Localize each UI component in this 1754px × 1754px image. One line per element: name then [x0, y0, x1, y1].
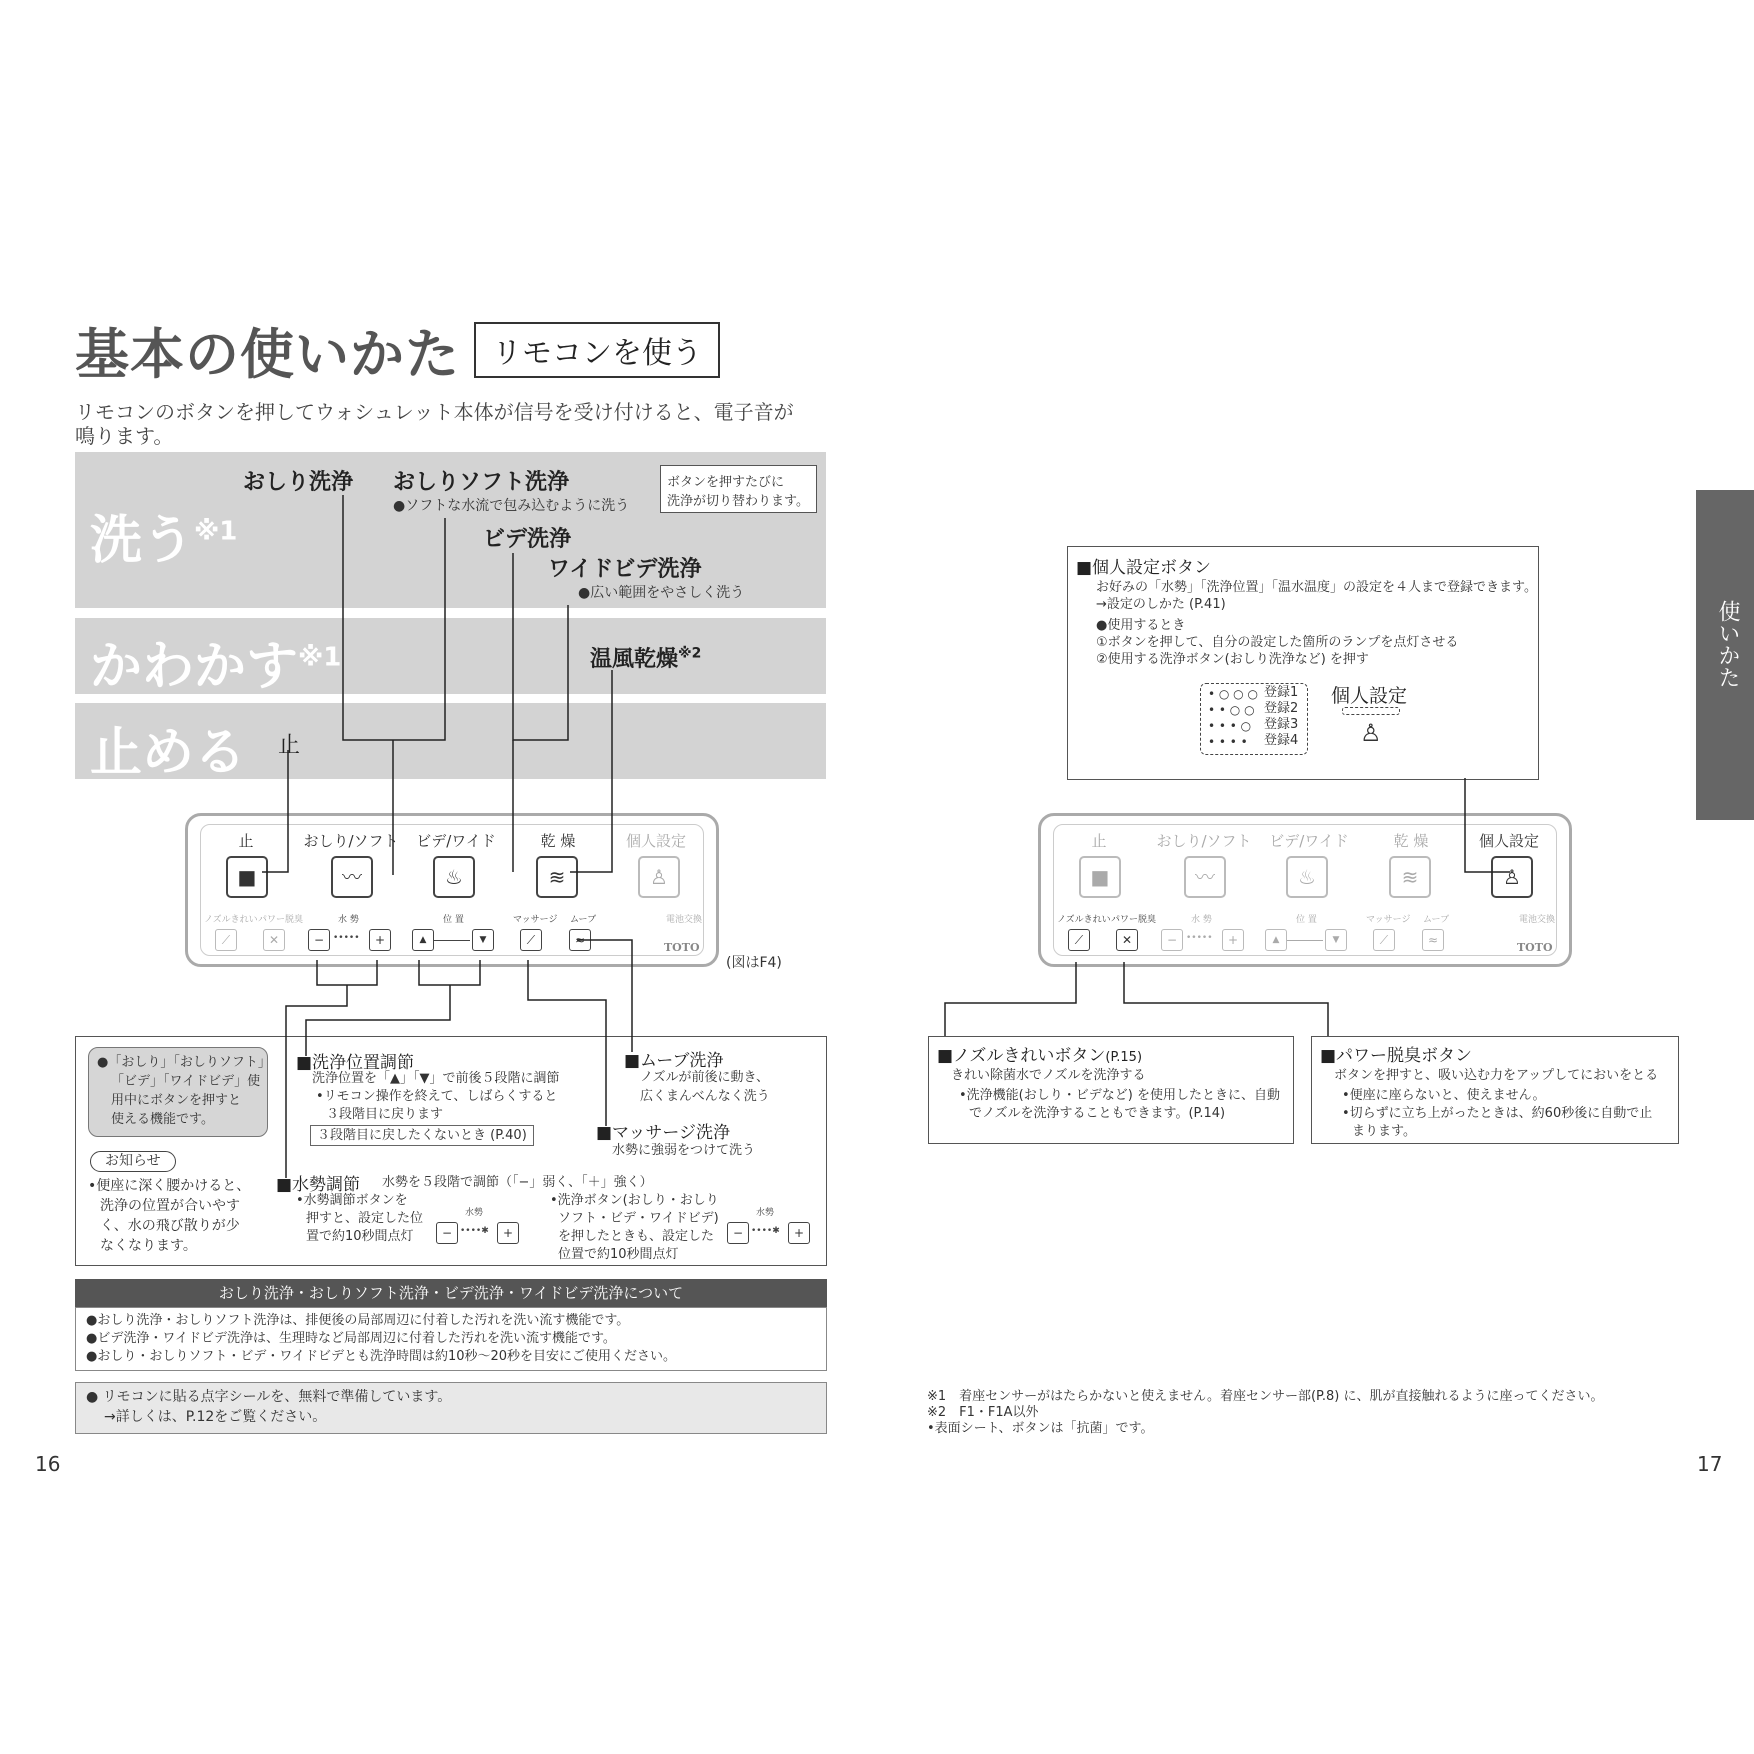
pressure-b-line-1: •洗浄ボタン(おしり・おしり [550, 1193, 719, 1208]
mini-plus-b: + [788, 1222, 810, 1244]
r-nozzle-clean-label: ノズルきれい [1057, 915, 1111, 925]
nozzle-line-2: •洗浄機能(おしり・ビデなど) を使用したときに、自動 [959, 1088, 1280, 1103]
side-tab-label: 使いかた [1715, 600, 1740, 688]
power-line-4: まります。 [1352, 1124, 1416, 1139]
reg-label-1: 登録1 [1264, 685, 1299, 700]
r-power-deodor-button[interactable]: ✕ [1116, 929, 1138, 951]
pressure-a-line-2: 押すと、設定した位 [306, 1211, 424, 1226]
stop-button[interactable]: ■ [226, 856, 268, 898]
remote-stop-label: 止 [238, 832, 254, 850]
line-stop [262, 750, 288, 872]
r-pressure-dots: ••••• [1186, 933, 1213, 943]
pressure-b-line-4: 位置で約10秒間点灯 [558, 1247, 679, 1262]
reg-dots-2: • • ○ ○ [1208, 703, 1255, 717]
wash-text: 洗う [90, 511, 195, 571]
line-power [1124, 962, 1328, 1036]
footnote-3: •表面シート、ボタンは「抗菌」です。 [927, 1421, 1154, 1436]
reg-dots-3: • • • ○ [1208, 719, 1252, 733]
remote-oshiri-label: おしり/ソフト [303, 832, 399, 850]
bidet-label: ビデ洗浄 [483, 527, 572, 552]
info-tag: お知らせ [90, 1151, 176, 1172]
dry-text: かわかす [90, 637, 299, 697]
r-oshiri-button[interactable]: 〰 [1184, 856, 1226, 898]
line-pressure-bracket [317, 960, 377, 985]
massage-button[interactable]: ⟋ [520, 929, 542, 951]
toggle-note-1: ボタンを押すたびに [667, 475, 785, 490]
move-button[interactable]: ≈ [569, 929, 591, 951]
massage-head: ■マッサージ洗浄 [596, 1123, 731, 1143]
remote-r-stop-label: 止 [1091, 832, 1107, 850]
reg-dots-1: • ○ ○ ○ [1208, 687, 1258, 701]
about-line-2: ●ビデ洗浄・ワイドビデ洗浄は、生理時など局部周辺に付着した汚れを洗い流す機能です。 [86, 1331, 616, 1346]
stop-func-label: 止 [278, 733, 301, 758]
remote-r-oshiri-label: おしり/ソフト [1156, 832, 1252, 850]
person-icon: ♙ [1360, 719, 1382, 747]
r-pressure-minus-button[interactable]: − [1161, 929, 1183, 951]
nozzle-line-3: でノズルを洗浄することもできます。(P.14) [969, 1106, 1226, 1121]
r-dry-button[interactable]: ≋ [1389, 856, 1431, 898]
nozzle-head-ref: (P.15) [1105, 1050, 1143, 1065]
r-position-up-button[interactable]: ▲ [1265, 929, 1287, 951]
position-down-button[interactable]: ▼ [472, 929, 494, 951]
line-massage [528, 960, 606, 1126]
line-move [577, 940, 632, 1052]
personal-mini-label: 個人設定 [1331, 685, 1408, 707]
toggle-note-2: 洗浄が切り替わります。 [667, 494, 809, 509]
personal-head: ■個人設定ボタン [1076, 558, 1212, 578]
position-adjust-line-2: •リモコン操作を終えて、しばらくすると [316, 1089, 558, 1104]
nozzle-head-text: ■ノズルきれいボタン [937, 1046, 1106, 1066]
pressure-b-line-3: を押したときも、設定した [558, 1229, 715, 1244]
personal-line-1: お好みの「水勢」「洗浄位置」「温水温度」の設定を４人まで登録できます。 [1096, 580, 1537, 595]
r-massage-label: マッサージ [1366, 915, 1411, 925]
r-position-label: 位 置 [1296, 915, 1317, 925]
section-title-box: リモコンを使う [474, 322, 720, 378]
remote-r-bidet-label: ビデ/ワイド [1269, 832, 1349, 850]
r-toto-logo: TOTO [1517, 941, 1553, 954]
position-label: 位 置 [443, 915, 464, 925]
position-adjust-line-1: 洗浄位置を「▲」「▼」で前後５段階に調節 [312, 1071, 560, 1086]
power-head: ■パワー脱臭ボタン [1320, 1046, 1473, 1066]
dry-sup: ※1 [298, 642, 342, 673]
mini-pressure-label-b: 水勢 [756, 1208, 775, 1218]
reg-label-3: 登録3 [1264, 717, 1299, 732]
line-oshiri [343, 495, 445, 740]
move-line-1: ノズルが前後に動き、 [640, 1070, 769, 1085]
r-move-button[interactable]: ≈ [1422, 929, 1444, 951]
r-stop-button[interactable]: ■ [1079, 856, 1121, 898]
power-deodor-button[interactable]: ✕ [263, 929, 285, 951]
remote-personal-label: 個人設定 [625, 832, 686, 850]
mini-plus-a: + [497, 1222, 519, 1244]
oshiri-soft-note: ●ソフトな水流で包み込むように洗う [393, 498, 630, 514]
wide-bidet-note: ●広い範囲をやさしく洗う [578, 585, 745, 601]
pressure-label: 水 勢 [338, 915, 359, 925]
mini-minus-b: − [727, 1222, 749, 1244]
battery-label: 電池交換 [666, 915, 703, 925]
position-up-button[interactable]: ▲ [412, 929, 434, 951]
footnote-1: ※1 着座センサーがはたらかないと使えません。着座センサー部(P.8) に、肌が直接触れるように座ってください。 [927, 1389, 1604, 1404]
r-move-label: ムーブ [1423, 915, 1450, 925]
figure-note: (図はF4) [726, 955, 782, 971]
power-line-2: •便座に座らないと、使えません。 [1342, 1088, 1546, 1103]
reg-dots-4: • • • • [1208, 735, 1248, 749]
wide-bidet-label: ワイドビデ洗浄 [548, 557, 702, 582]
info-line-1: •便座に深く腰かけると、 [88, 1178, 251, 1194]
remote-r-dry-label: 乾 燥 [1393, 832, 1429, 850]
nozzle-clean-button[interactable]: ⟋ [215, 929, 237, 951]
power-line-3: •切らずに立ち上がったときは、約60秒後に自動で止 [1342, 1106, 1653, 1121]
pressure-minus-button[interactable]: − [308, 929, 330, 951]
reg-label-4: 登録4 [1264, 733, 1299, 748]
callout-line-2: 「ビデ」「ワイドビデ」使 [111, 1074, 261, 1089]
remote-dry-label: 乾 燥 [540, 832, 576, 850]
pressure-dots: ••••• [333, 933, 360, 943]
oshiri-button[interactable]: 〰 [331, 856, 373, 898]
page-number-left: 16 [35, 1452, 61, 1476]
line-position [306, 985, 450, 1056]
about-header: おしり洗浄・おしりソフト洗浄・ビデ洗浄・ワイドビデ洗浄について [75, 1279, 827, 1307]
callout-line-1: ●「おしり」「おしりソフト」 [97, 1055, 271, 1070]
page-number-right: 17 [1697, 1452, 1723, 1476]
r-battery-label: 電池交換 [1519, 915, 1556, 925]
dry-button[interactable]: ≋ [536, 856, 578, 898]
pressure-a-line-1: •水勢調節ボタンを [296, 1193, 408, 1208]
info-line-3: く、水の飛び散りが少 [100, 1218, 240, 1234]
intro-line-2: 鳴ります。 [75, 424, 174, 448]
r-bidet-button[interactable]: ♨ [1286, 856, 1328, 898]
line-pressure [286, 985, 347, 1178]
toto-logo: TOTO [664, 941, 700, 954]
line-dry [570, 670, 612, 872]
about-line-1: ●おしり洗浄・おしりソフト洗浄は、排便後の局部周辺に付着した汚れを洗い流す機能です。 [86, 1313, 630, 1328]
pressure-plus-button[interactable]: + [369, 929, 391, 951]
personal-button[interactable]: ♙ [638, 856, 680, 898]
r-personal-button[interactable]: ♙ [1491, 856, 1533, 898]
pressure-adjust-head: ■水勢調節 [276, 1175, 361, 1195]
move-head: ■ムーブ洗浄 [624, 1051, 724, 1071]
remote-r-personal-label: 個人設定 [1478, 832, 1539, 850]
braille-line-2: →詳しくは、P.12をご覧ください。 [104, 1409, 327, 1425]
r-massage-button[interactable]: ⟋ [1373, 929, 1395, 951]
line-nozzle [945, 962, 1076, 1036]
position-adjust-ref: ３段階目に戻したくないとき (P.40) [310, 1125, 534, 1146]
personal-line-5: ②使用する洗浄ボタン(おしり洗浄など) を押す [1096, 652, 1369, 667]
line-bidet [513, 553, 568, 740]
callout-line-3: 用中にボタンを押すと [111, 1093, 242, 1108]
personal-line-4: ①ボタンを押して、自分の設定した箇所のランプを点灯させる [1096, 635, 1459, 650]
warm-air-dry-sup: ※2 [678, 645, 702, 662]
pressure-adjust-desc: 水勢を５段階で調節（「−」弱く、「＋」強く） [382, 1175, 653, 1190]
page-title: 基本の使いかた [75, 323, 460, 386]
line-position-bracket [419, 960, 480, 985]
r-position-down-button[interactable]: ▼ [1325, 929, 1347, 951]
power-deodor-small-label: パワー脱臭 [258, 915, 304, 925]
r-power-deodor-label: パワー脱臭 [1111, 915, 1157, 925]
power-line-1: ボタンを押すと、吸い込む力をアップしてにおいをとる [1334, 1068, 1659, 1083]
position-adjust-line-3: ３段階目に戻ります [326, 1107, 444, 1122]
intro-line-1: リモコンのボタンを押してウォシュレット本体が信号を受け付けると、電子音が [75, 400, 794, 424]
pressure-b-line-2: ソフト・ビデ・ワイドビデ) [558, 1211, 719, 1226]
mini-dots-b: ••••✱ [751, 1226, 780, 1236]
bidet-button[interactable]: ♨ [433, 856, 475, 898]
remote-bidet-label: ビデ/ワイド [416, 832, 496, 850]
massage-label: マッサージ [513, 915, 558, 925]
callout-line-4: 使える機能です。 [111, 1112, 214, 1127]
mini-dots-a: ••••✱ [460, 1226, 489, 1236]
mini-pressure-label-a: 水勢 [465, 1208, 484, 1218]
r-nozzle-clean-button[interactable]: ⟋ [1068, 929, 1090, 951]
stop-text: 止める [90, 723, 247, 783]
braille-line-1: ● リモコンに貼る点字シールを、無料で準備しています。 [86, 1389, 452, 1405]
oshiri-label: おしり洗浄 [243, 470, 354, 495]
oshiri-soft-label: おしりソフト洗浄 [393, 470, 570, 495]
mini-minus-a: − [436, 1222, 458, 1244]
warm-air-dry-text: 温風乾燥 [590, 647, 679, 672]
footnote-2: ※2 F1・F1A以外 [927, 1405, 1039, 1420]
r-pressure-plus-button[interactable]: + [1222, 929, 1244, 951]
personal-line-2: →設定のしかた (P.41) [1096, 597, 1226, 612]
move-line-2: 広くまんべんなく洗う [640, 1089, 770, 1104]
line-personal [1465, 778, 1510, 872]
position-adjust-head: ■洗浄位置調節 [296, 1053, 415, 1073]
nozzle-clean-small-label: ノズルきれい [204, 915, 258, 925]
nozzle-line-1: きれい除菌水でノズルを洗浄する [951, 1068, 1146, 1083]
info-line-4: なくなります。 [100, 1238, 197, 1254]
personal-line-3: ●使用するとき [1096, 618, 1186, 633]
reg-label-2: 登録2 [1264, 701, 1299, 716]
move-label: ムーブ [570, 915, 597, 925]
pressure-a-line-3: 置で約10秒間点灯 [306, 1229, 414, 1244]
about-line-3: ●おしり・おしりソフト・ビデ・ワイドビデとも洗浄時間は約10秒〜20秒を目安にご使用ください。 [86, 1349, 677, 1364]
wash-sup: ※1 [194, 516, 238, 547]
info-line-2: 洗浄の位置が合いやす [100, 1198, 240, 1214]
massage-line-1: 水勢に強弱をつけて洗う [612, 1143, 756, 1158]
r-pressure-label: 水 勢 [1191, 915, 1212, 925]
